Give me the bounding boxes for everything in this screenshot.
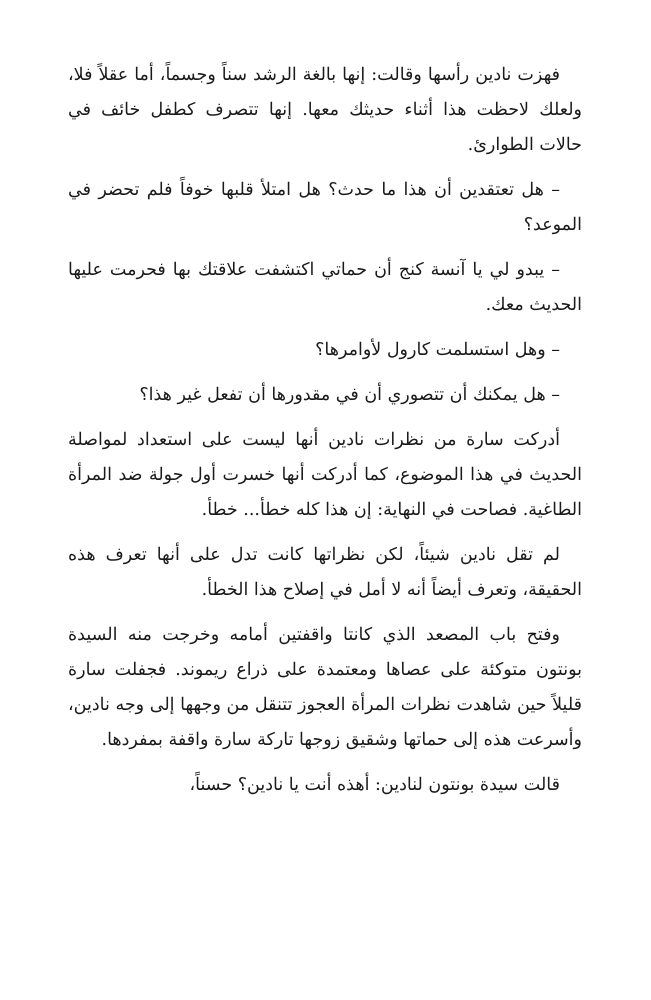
paragraph: لم تقل نادين شيئاً، لكن نظراتها كانت تدل على أنها تعرف هذه الحقيقة، وتعرف أيضاً أنه لا أمل في إصلاح هذا الخطأ. — [68, 545, 582, 600]
paragraph: أدركت سارة من نظرات نادين أنها ليست على استعداد لمواصلة الحديث في هذا الموضوع، كما أدركت أنها خسرت أول جولة ضد المرأة الطاغية. فصاحت في النهاية: إن هذا كله خطأ... خطأ. — [68, 430, 582, 520]
paragraph: قالت سيدة بونتون لنادين: أهذه أنت يا نادين؟ حسناً، — [189, 775, 560, 795]
dialogue-paragraph: – يبدو لي يا آنسة كنج أن حماتي اكتشفت علاقتك بها فحرمت عليها الحديث معك. — [68, 260, 582, 315]
paragraph: وفتح باب المصعد الذي كانتا واقفتين أمامه وخرجت منه السيدة بونتون متوكئة على عصاها ومعتمدة على ذراع ريموند. فجفلت سارة قليلاً حين شاهدت نظرات المرأة العجوز تتنقل من وجهها إلى وجه نادين، وأسرعت هذه إلى حماتها وشقيق زوجها تاركة سارة واقفة بمفردها. — [68, 625, 582, 750]
dialogue-paragraph: – هل تعتقدين أن هذا ما حدث؟ هل امتلأ قلبها خوفاً فلم تحضر في الموعد؟ — [68, 180, 582, 235]
dialogue-paragraph: – وهل استسلمت كارول لأوامرها؟ — [315, 340, 560, 360]
paragraph: فهزت نادين رأسها وقالت: إنها بالغة الرشد سناً وجسماً، أما عقلاً فلا، ولعلك لاحظت هذا أثناء حديثك معها. إنها تتصرف كطفل خائف في حالات الطوارئ. — [68, 65, 582, 155]
page-body-text — [68, 58, 582, 813]
dialogue-paragraph: – هل يمكنك أن تتصوري أن في مقدورها أن تفعل غير هذا؟ — [139, 385, 560, 405]
